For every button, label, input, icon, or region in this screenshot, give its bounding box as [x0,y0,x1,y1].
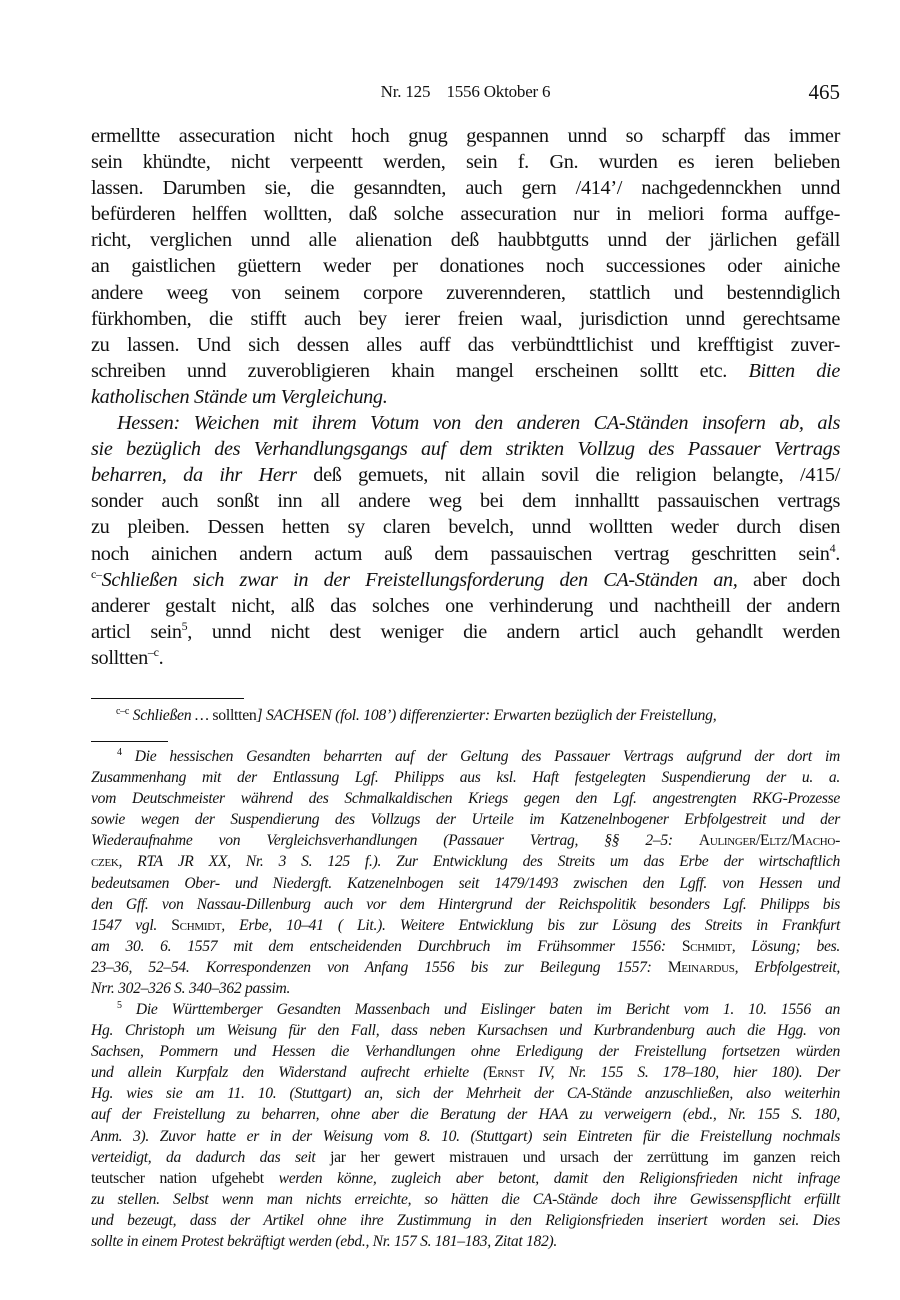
footnote-number: 5 [117,1000,122,1011]
quoted-source: teutscher nation ufgehebt [91,1169,264,1187]
text-line: sonder auch sonßt inn all andere weg bei dem innhalltt passauischen vertrags [91,490,840,513]
footnote-text: 23–36, 52–54. Korrespondenzen von Anfang 1556 bis zur Beilegung 1557: [91,958,652,976]
author-name: Meinardus [667,958,735,976]
footnote-text: 1547 vgl. [91,916,158,934]
critical-apparatus-divider [91,698,244,699]
text-line [91,567,840,593]
author-name: Ernst [488,1064,525,1082]
text-line: anderer gestalt nicht, alß das solches one verhinderung und nachtheill der andern [91,594,840,617]
footnote-line: sowie wegen der Suspendierung des Vollzugs der Urteile im Katzenelnbogener Erbfolgestreit und der [91,811,840,829]
editorial-summary: katholischen Stände um Vergleichung. [91,385,388,408]
text-line: ermelltte assecuration nicht hoch gnug gespannen unnd so scharpff das immer [91,125,840,147]
text-line: lassen. Darumben sie, die gesanndten, auch gern /414’/ nachgedennckhen unnd [91,177,840,200]
footnote-line: vom Deutschmeister während des Schmalkaldischen Kriegs gegen den Lgf. angestrengten RKG-Prozesse [91,790,840,808]
footnote-line: sollte in einem Protest bekräftigt werden (ebd., Nr. 157 S. 181–183, Zitat 182). [91,1233,558,1251]
footnote-ref-5[interactable]: 5 [181,618,188,633]
lemma-roman: solltten [212,707,257,724]
footnote-divider [91,741,168,742]
footnote-text: werden könne, zugleich aber betont, damit den Religionsfrieden nicht infrage [278,1169,840,1187]
text-roman: aber doch [752,568,840,591]
footnote-text: , Lösung; bes. [731,937,840,955]
text-line [91,462,840,488]
editorial-summary: Hessen: Weichen mit ihrem Votum von den anderen CA-Ständen insofern ab, als [117,412,840,435]
text-line [91,619,840,645]
footnote-line [91,1147,840,1168]
footnote-text: IV, Nr. 155 S. 178–180, hier 180). Der [524,1064,840,1082]
footnote-line [91,1062,840,1083]
footnote-line [91,1168,840,1189]
footnote-line: zu stellen. Selbst wenn man nichts erreichte, so hätten die CA-Stände doch ihre Gewissenspflicht erfüllt [91,1190,840,1208]
text-line: sein khündte, nicht verpeentt werden, sein f. Gn. wurden es ieren belieben [91,151,840,174]
footnote-ref-4[interactable]: 4 [829,540,836,555]
text-line: richt, verglichen unnd alle alienation deß haubbtgutts unnd der järlichen gefäll [91,229,840,252]
footnote-line: Anm. 3). Zuvor hatte er in der Weisung vom 8. 10. (Stuttgart) sein Eintreten für die Freistellung nochmals [91,1127,840,1145]
variant-mark-start: c– [91,566,102,581]
variant-mark: c–c [116,706,129,717]
text-roman: schreiben unnd zuverobligieren khain mangel erscheinen solltt etc. [91,359,727,382]
text-roman: noch ainichen andern actum auß dem passauischen vertrag geschritten sein [91,542,830,565]
footnote-5 [91,999,840,1252]
footnote-text: Die hessischen Gesandten beharrten auf der Geltung des Passauer Vertrags aufgrund der dort im [134,748,840,765]
footnote-text: am 30. 6. 1557 mit dem entscheidenden Durchbruch im Frühsommer 1556: [91,937,666,955]
footnote-text: , Erbe, 10–41 ( Lit.). Weitere Entwicklung bis zur Lösung des Streits in Frankfurt [221,916,840,934]
footnote-line: Zusammenhang mit der Entlassung Lgf. Philipps aus ksl. Haft festgelegten Suspendierung der u. a. [91,769,840,787]
text-line: an gaistlichen güettern weder per donationes noch successiones oder ainiche [91,255,840,278]
apparatus-text: ] SACHSEN (fol. 108’) differenzierter: Erwarten bezüglich der Freistellung, [256,707,717,724]
footnote-line: den Gff. von Nassau-Dillenburg auch vor dem Hintergrund der Reichspolitik besonders Lgf. Philipps bis [91,895,840,913]
editorial-summary: Schließen sich zwar in der Freistellungsforderung den CA-Ständen an, [101,568,738,591]
text-line [91,358,840,384]
footnote-line [91,915,840,936]
footnote-text: verteidigt, da dadurch das seit [91,1148,316,1166]
footnote-text: Die Württemberger Gesandten Massenbach und Eislinger baten im Bericht vom 1. 10. 1556 an [135,1001,840,1018]
footnote-text: , Erbfolgestreit, [734,958,840,976]
footnote-line: Hg. wies sie am 11. 10. (Stuttgart) an, sich der Mehrheit der CA-Stände anzuschließen, also weiterhin [91,1085,840,1103]
text-line: befürderen helffen wolltten, daß solche assecuration nur in meliori forma auffge- [91,203,840,226]
author-name: Schmidt [171,916,222,934]
text-roman: articl sein [91,620,182,643]
footnote-text: , RTA JR XX, Nr. 3 S. 125 f.). Zur Entwicklung des Streits um das Erbe der wirtschaftlich [118,853,840,871]
editorial-summary: beharren, da ihr Herr [91,464,297,487]
footnote-line: Hg. Christoph um Weisung für den Fall, dass neben Kursachsen und Kurbrandenburg auch die Hgg. von [91,1022,840,1040]
text-line: zu lassen. Und sich dessen alles auff das verbündttlichist und krefftigist zuver- [91,333,840,356]
footnote-text: Wiederaufnahme von Vergleichsverhandlungen (Passauer Vertrag, §§ 2–5: [91,832,673,850]
footnote-number: 4 [117,747,122,758]
footnote-text: und allein Kurpfalz den Widerstand aufrecht erhielte ( [91,1064,489,1082]
text-roman: deß gemuets, nit allain sovil die religion belangte, /415/ [313,464,840,487]
footnote-line: auf der Freistellung zu beharren, ohne aber die Beratung der HAA zu verweigern (ebd., Nr. 155 S. 180, [91,1106,840,1124]
text-line [91,410,840,436]
footnote-line [91,851,840,872]
footnote-line [91,957,840,978]
critical-apparatus [91,705,840,726]
footnote-line: bedeutsamen Ober- und Niedergft. Katzenelnbogen seit 1479/1493 zwischen den Lgff. von Hessen und [91,874,840,892]
footnote-line [91,746,840,767]
footnote-line: Sachsen, Pommern und Hessen die Verhandlungen ohne Erledigung der Freistellung fortsetzen würden [91,1043,840,1061]
author-name: Aulinger/Eltz/Macho- [698,832,840,850]
quoted-source: jar her gewert mistrauen und ursach der zerrüttung im ganzen reich [330,1148,840,1166]
text-roman: , unnd nicht dest weniger die andern articl auch gehandlt werden [187,620,840,643]
author-name: Schmidt [681,937,732,955]
text-line: andere weeg von seinem corpore zuverennderen, stattlich und bestenndiglich [91,281,840,304]
text-roman: solltten [91,646,148,669]
author-name: czek [91,853,119,871]
apparatus-line [91,705,840,726]
text-line: fürkhomben, die stifft auch bey ierer freien waal, jurisdiction unnd gerechtsame [91,307,840,330]
running-head [91,80,840,106]
editorial-summary: sie bezüglich des Verhandlungsgangs auf dem strikten Vollzug des Passauer Vertrags [91,438,840,461]
text-line: zu pleiben. Dessen hetten sy claren bevelch, unnd wolltten weder durch disen [91,516,840,539]
footnote-4 [91,746,840,999]
footnote-line [91,830,840,851]
lemma: Schließen … [132,707,209,724]
page-number: 465 [808,80,840,104]
running-head-title: Nr. 125 1556 Oktober 6 [380,82,551,101]
text-line [91,645,840,671]
text-line [91,436,840,462]
footnote-line [91,936,840,957]
text-roman: . [158,646,164,669]
footnote-line: Nrr. 302–326 S. 340–362 passim. [91,980,291,998]
text-line [91,541,840,567]
footnote-line: und bezeugt, dass der Artikel ohne ihre Zustimmung in den Religionsfrieden inseriert worden sei. Dies [91,1211,840,1229]
footnote-line [91,999,840,1020]
main-text [91,123,840,671]
variant-mark-end: –c [147,644,159,659]
text-roman: . [835,542,840,565]
editorial-summary: Bitten die [748,359,840,382]
text-line [91,384,840,410]
